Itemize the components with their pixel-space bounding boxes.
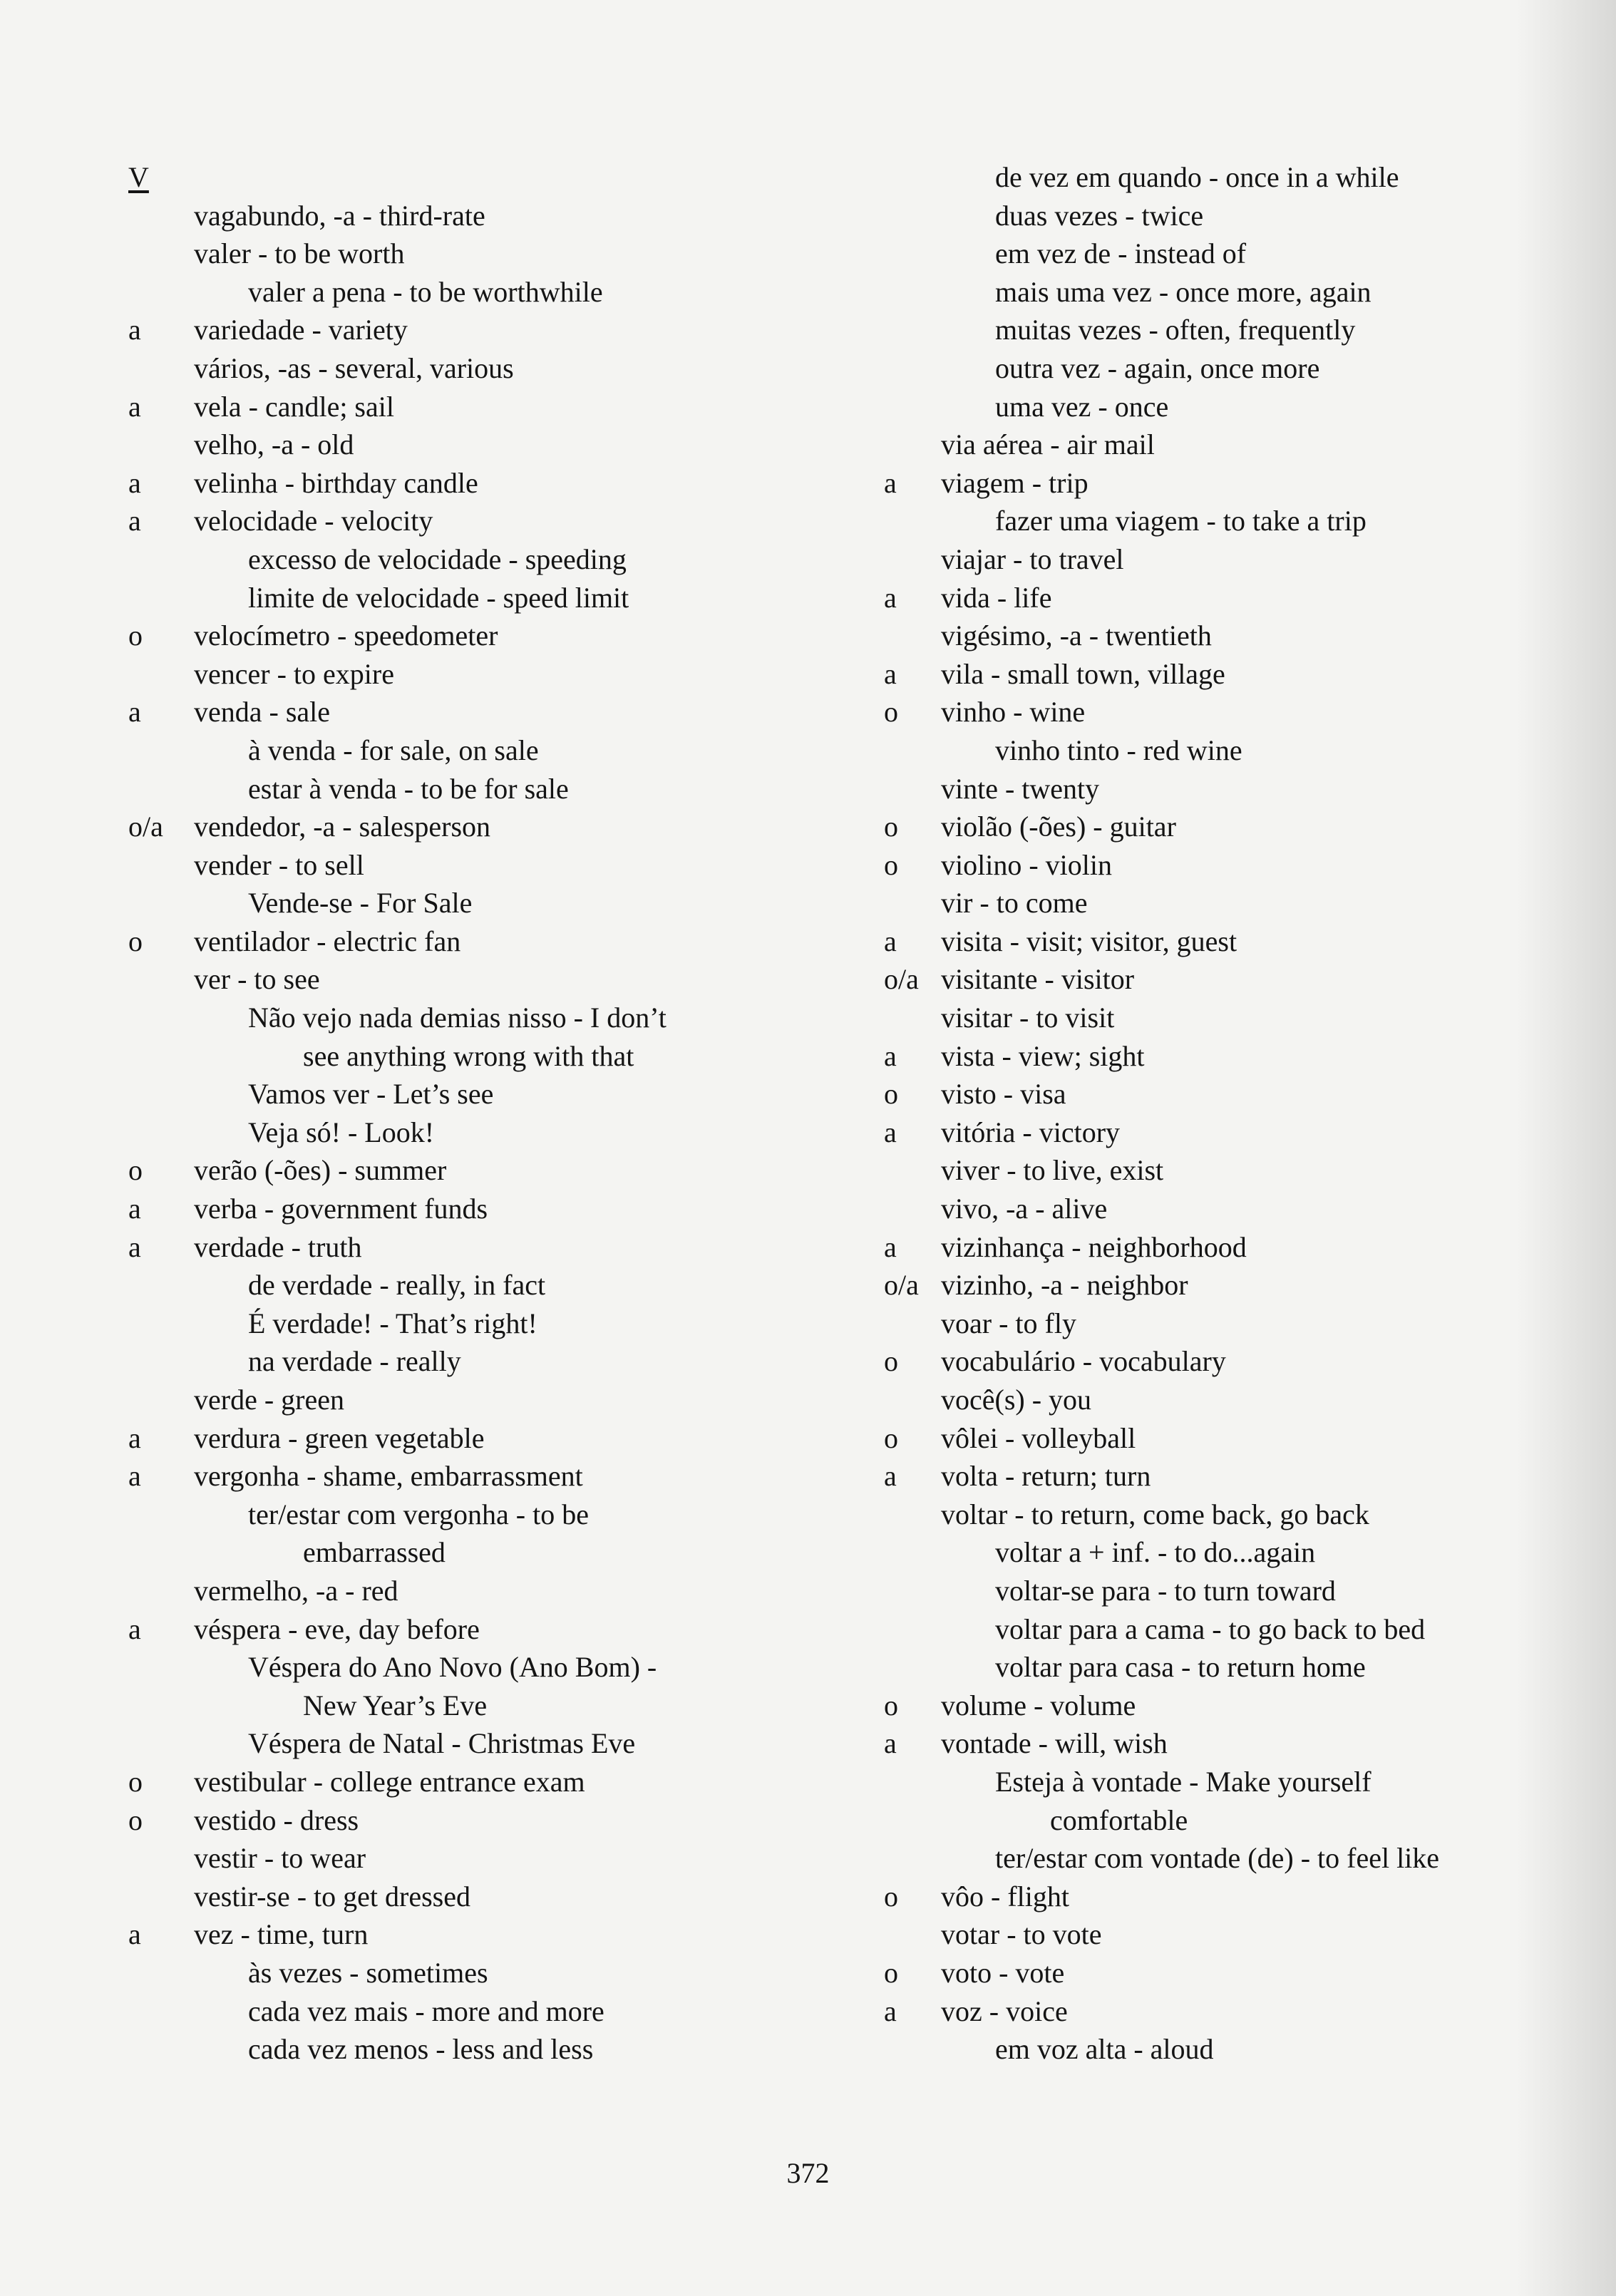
dictionary-entry	[128, 311, 841, 349]
entry-text: venda - sale	[194, 696, 331, 729]
entry-text: vôo - flight	[941, 1880, 1069, 1913]
entry-text: vermelho, -a - red	[194, 1574, 398, 1607]
dictionary-entry	[128, 770, 841, 808]
entry-text: vir - to come	[941, 887, 1088, 920]
dictionary-entry	[884, 579, 1568, 617]
dictionary-entry	[128, 1954, 841, 1992]
entry-article: a	[128, 1460, 141, 1493]
dictionary-entry	[884, 808, 1568, 846]
dictionary-entry	[128, 1381, 841, 1419]
dictionary-entry	[884, 1724, 1568, 1763]
entry-text: embarrassed	[303, 1536, 446, 1569]
entry-text: de verdade - really, in fact	[248, 1269, 546, 1302]
dictionary-entry	[128, 617, 841, 655]
dictionary-entry	[884, 1878, 1568, 1916]
entry-text: vender - to sell	[194, 848, 364, 881]
dictionary-entry	[128, 1763, 841, 1801]
entry-text: cada vez menos - less and less	[248, 2033, 594, 2066]
entry-article: a	[128, 696, 141, 729]
entry-text: vestir-se - to get dressed	[194, 1880, 470, 1913]
dictionary-entry	[128, 540, 841, 579]
entry-article: o	[884, 1078, 898, 1111]
entry-text: verão (-ões) - summer	[194, 1154, 447, 1187]
dictionary-entry	[884, 1610, 1568, 1649]
dictionary-entry	[128, 464, 841, 503]
entry-article: a	[128, 1193, 141, 1225]
entry-article: a	[128, 1612, 141, 1645]
entry-text: visitante - visitor	[941, 963, 1135, 996]
entry-text: viver - to live, exist	[941, 1154, 1164, 1187]
entry-text: Vende-se - For Sale	[248, 887, 473, 920]
dictionary-entry	[884, 1075, 1568, 1113]
dictionary-entry	[128, 808, 841, 846]
entry-article: a	[884, 1039, 897, 1072]
dictionary-entry	[128, 579, 841, 617]
entry-text: vitória - victory	[941, 1116, 1121, 1148]
entry-text: velinha - birthday candle	[194, 466, 478, 499]
entry-text: fazer uma viagem - to take a trip	[995, 505, 1367, 537]
entry-text: voltar para casa - to return home	[995, 1651, 1366, 1684]
dictionary-entry	[128, 1266, 841, 1304]
entry-text: de vez em quando - once in a while	[995, 161, 1399, 193]
dictionary-entry	[128, 1113, 841, 1152]
entry-article: o	[128, 1765, 143, 1798]
section-letter: V	[128, 161, 149, 193]
dictionary-entry	[128, 1419, 841, 1458]
dictionary-entry	[128, 1496, 841, 1534]
entry-article: a	[884, 925, 897, 957]
entry-text: violão (-ões) - guitar	[941, 810, 1176, 843]
entry-text: visitar - to visit	[941, 1002, 1115, 1034]
entry-text: vizinhança - neighborhood	[941, 1230, 1247, 1263]
page-number: 372	[786, 2157, 830, 2189]
dictionary-entry	[884, 617, 1568, 655]
entry-text: na verdade - really	[248, 1345, 461, 1378]
entry-text: valer - to be worth	[194, 237, 405, 270]
entry-text: em voz alta - aloud	[995, 2033, 1214, 2066]
dictionary-entry	[128, 1801, 841, 1840]
entry-text: à venda - for sale, on sale	[248, 733, 539, 766]
dictionary-entry	[128, 1075, 841, 1113]
entry-text: voltar - to return, come back, go back	[941, 1498, 1369, 1530]
dictionary-entry	[128, 1687, 841, 1725]
entry-article: o	[128, 1803, 143, 1836]
entry-text: cada vez mais - more and more	[248, 1994, 604, 2027]
entry-text: visto - visa	[941, 1078, 1066, 1111]
entry-text: voz - voice	[941, 1994, 1068, 2027]
dictionary-entry	[884, 1954, 1568, 1992]
entry-text: vinho - wine	[941, 696, 1086, 729]
dictionary-entry	[128, 426, 841, 464]
entry-article: o	[884, 848, 898, 881]
entry-text: velocidade - velocity	[194, 505, 433, 537]
entry-text: valer a pena - to be worthwhile	[248, 275, 603, 308]
entry-text: mais uma vez - once more, again	[995, 275, 1371, 308]
entry-text: velocímetro - speedometer	[194, 619, 498, 652]
entry-text: excesso de velocidade - speeding	[248, 542, 627, 575]
entry-text: viajar - to travel	[941, 542, 1124, 575]
entry-text: Veja só! - Look!	[248, 1116, 435, 1148]
dictionary-entry	[128, 235, 841, 273]
entry-article: o	[884, 1345, 898, 1378]
entry-text: vida - life	[941, 581, 1052, 614]
dictionary-entry	[128, 1610, 841, 1649]
dictionary-entry	[128, 655, 841, 694]
entry-article: a	[884, 1460, 897, 1493]
entry-article: o/a	[128, 810, 163, 843]
dictionary-entry	[884, 1342, 1568, 1381]
entry-article: o	[884, 810, 898, 843]
dictionary-entry	[128, 1228, 841, 1267]
dictionary-entry	[884, 1687, 1568, 1725]
entry-text: voltar-se para - to turn toward	[995, 1574, 1336, 1607]
entry-text: vários, -as - several, various	[194, 351, 514, 384]
dictionary-entry	[884, 349, 1568, 388]
dictionary-entry	[128, 731, 841, 770]
right-column	[884, 158, 1568, 2069]
entry-article: a	[884, 1727, 897, 1760]
dictionary-entry	[128, 884, 841, 922]
dictionary-entry	[128, 1342, 841, 1381]
dictionary-entry	[884, 1801, 1568, 1840]
dictionary-entry	[884, 311, 1568, 349]
dictionary-entry	[884, 426, 1568, 464]
entry-text: às vezes - sometimes	[248, 1956, 488, 1989]
dictionary-entry	[884, 1190, 1568, 1228]
section-header	[128, 158, 841, 197]
entry-article: a	[128, 314, 141, 346]
entry-text: ventilador - electric fan	[194, 925, 461, 957]
dictionary-entry	[884, 1839, 1568, 1878]
entry-text: violino - violin	[941, 848, 1112, 881]
dictionary-entry	[884, 1151, 1568, 1190]
entry-text: véspera - eve, day before	[194, 1612, 480, 1645]
entry-article: o	[128, 619, 143, 652]
entry-text: volta - return; turn	[941, 1460, 1151, 1493]
entry-text: vestido - dress	[194, 1803, 359, 1836]
dictionary-entry	[884, 1419, 1568, 1458]
dictionary-entry	[884, 922, 1568, 961]
dictionary-entry	[884, 1381, 1568, 1419]
entry-article: a	[128, 1421, 141, 1454]
entry-text: vestir - to wear	[194, 1842, 366, 1875]
entry-text: vizinho, -a - neighbor	[941, 1269, 1188, 1302]
entry-text: vocabulário - vocabulary	[941, 1345, 1226, 1378]
entry-text: muitas vezes - often, frequently	[995, 314, 1356, 346]
dictionary-entry	[884, 464, 1568, 503]
dictionary-entry	[128, 1190, 841, 1228]
dictionary-entry	[128, 1878, 841, 1916]
entry-text: ter/estar com vergonha - to be	[248, 1498, 589, 1530]
entry-article: o	[128, 1154, 143, 1187]
entry-text: voltar para a cama - to go back to bed	[995, 1612, 1426, 1645]
entry-text: vista - view; sight	[941, 1039, 1145, 1072]
entry-article: o/a	[884, 963, 919, 996]
entry-article: a	[128, 1230, 141, 1263]
entry-text: vinte - twenty	[941, 772, 1100, 805]
entry-article: a	[884, 581, 897, 614]
dictionary-entry	[884, 846, 1568, 885]
entry-article: a	[884, 1116, 897, 1148]
dictionary-entry	[128, 1533, 841, 1572]
dictionary-entry	[884, 1496, 1568, 1534]
entry-text: viagem - trip	[941, 466, 1089, 499]
entry-text: uma vez - once	[995, 390, 1169, 423]
entry-article: a	[884, 657, 897, 690]
entry-text: volume - volume	[941, 1689, 1136, 1721]
dictionary-entry	[128, 1724, 841, 1763]
dictionary-entry	[128, 349, 841, 388]
dictionary-entry	[884, 197, 1568, 235]
dictionary-entry	[884, 502, 1568, 540]
entry-article: o/a	[884, 1269, 919, 1302]
entry-text: variedade - variety	[194, 314, 408, 346]
dictionary-entry	[884, 999, 1568, 1037]
entry-text: vila - small town, village	[941, 657, 1225, 690]
entry-article: o	[884, 1956, 898, 1989]
dictionary-entry	[884, 960, 1568, 999]
dictionary-entry	[128, 1915, 841, 1954]
entry-article: o	[884, 1689, 898, 1721]
entry-text: vigésimo, -a - twentieth	[941, 619, 1212, 652]
entry-article: a	[128, 466, 141, 499]
dictionary-entry	[884, 1266, 1568, 1304]
entry-text: via aérea - air mail	[941, 428, 1155, 461]
entry-text: vergonha - shame, embarrassment	[194, 1460, 583, 1493]
entry-text: Vamos ver - Let’s see	[248, 1078, 494, 1111]
entry-text: Não vejo nada demias nisso - I don’t	[248, 1002, 667, 1034]
dictionary-entry	[128, 922, 841, 961]
dictionary-entry	[128, 1037, 841, 1076]
entry-article: a	[884, 466, 897, 499]
entry-text: Véspera de Natal - Christmas Eve	[248, 1727, 636, 1760]
dictionary-entry	[884, 1763, 1568, 1801]
entry-text: vendedor, -a - salesperson	[194, 810, 491, 843]
dictionary-entry	[128, 1151, 841, 1190]
entry-text: vencer - to expire	[194, 657, 394, 690]
entry-text: Véspera do Ano Novo (Ano Bom) -	[248, 1651, 657, 1684]
entry-article: a	[128, 505, 141, 537]
entry-article: a	[884, 1994, 897, 2027]
entry-text: vagabundo, -a - third-rate	[194, 199, 485, 232]
dictionary-entry	[884, 1992, 1568, 2031]
dictionary-entry	[884, 1037, 1568, 1076]
dictionary-entry	[128, 273, 841, 312]
entry-text: vivo, -a - alive	[941, 1193, 1108, 1225]
entry-text: voto - vote	[941, 1956, 1065, 1989]
dictionary-entry	[128, 1304, 841, 1343]
dictionary-entry	[884, 655, 1568, 694]
dictionary-entry	[884, 1457, 1568, 1496]
dictionary-entry	[884, 2030, 1568, 2069]
dictionary-entry	[884, 1304, 1568, 1343]
entry-article: a	[128, 390, 141, 423]
dictionary-entry	[128, 1992, 841, 2031]
dictionary-entry	[884, 388, 1568, 426]
dictionary-entry	[128, 502, 841, 540]
dictionary-entry	[128, 1648, 841, 1687]
left-column	[128, 158, 841, 2069]
entry-text: visita - visit; visitor, guest	[941, 925, 1237, 957]
dictionary-entry	[128, 846, 841, 885]
dictionary-entry	[884, 770, 1568, 808]
entry-article: o	[884, 1880, 898, 1913]
entry-text: vez - time, turn	[194, 1918, 369, 1951]
entry-text: vontade - will, wish	[941, 1727, 1168, 1760]
entry-text: duas vezes - twice	[995, 199, 1204, 232]
entry-text: see anything wrong with that	[303, 1039, 634, 1072]
entry-text: verde - green	[194, 1384, 344, 1416]
entry-text: em vez de - instead of	[995, 237, 1247, 270]
entry-text: votar - to vote	[941, 1918, 1102, 1951]
entry-text: ver - to see	[194, 963, 320, 996]
dictionary-entry	[884, 1228, 1568, 1267]
dictionary-entry	[128, 388, 841, 426]
entry-text: É verdade! - That’s right!	[248, 1307, 537, 1339]
entry-text: verdade - truth	[194, 1230, 362, 1263]
entry-text: vôlei - volleyball	[941, 1421, 1136, 1454]
entry-text: vestibular - college entrance exam	[194, 1765, 585, 1798]
entry-text: outra vez - again, once more	[995, 351, 1320, 384]
entry-article: a	[128, 1918, 141, 1951]
dictionary-entry	[884, 235, 1568, 273]
entry-text: verdura - green vegetable	[194, 1421, 485, 1454]
entry-text: vinho tinto - red wine	[995, 733, 1242, 766]
dictionary-entry	[884, 1113, 1568, 1152]
dictionary-entry	[128, 999, 841, 1037]
entry-article: o	[884, 696, 898, 729]
entry-article: o	[884, 1421, 898, 1454]
dictionary-entry	[884, 693, 1568, 731]
entry-article: o	[128, 925, 143, 957]
dictionary-entry	[884, 1648, 1568, 1687]
dictionary-entry	[884, 540, 1568, 579]
dictionary-entry	[884, 731, 1568, 770]
entry-text: voar - to fly	[941, 1307, 1076, 1339]
dictionary-entry	[884, 1915, 1568, 1954]
entry-text: Esteja à vontade - Make yourself	[995, 1765, 1371, 1798]
entry-text: comfortable	[1050, 1803, 1188, 1836]
entry-text: ter/estar com vontade (de) - to feel like	[995, 1842, 1440, 1875]
entry-article: a	[884, 1230, 897, 1263]
dictionary-entry	[884, 158, 1568, 197]
entry-text: velho, -a - old	[194, 428, 354, 461]
dictionary-entry	[884, 884, 1568, 922]
dictionary-entry	[128, 1457, 841, 1496]
dictionary-entry	[884, 273, 1568, 312]
dictionary-entry	[128, 197, 841, 235]
dictionary-entry	[128, 693, 841, 731]
entry-text: vela - candle; sail	[194, 390, 394, 423]
entry-text: voltar a + inf. - to do...again	[995, 1536, 1316, 1569]
dictionary-entry	[884, 1572, 1568, 1610]
dictionary-entry	[128, 960, 841, 999]
entry-text: limite de velocidade - speed limit	[248, 581, 629, 614]
dictionary-entry	[128, 1839, 841, 1878]
dictionary-entry	[884, 1533, 1568, 1572]
dictionary-entry	[128, 1572, 841, 1610]
entry-text: você(s) - you	[941, 1384, 1092, 1416]
dictionary-entry	[128, 2030, 841, 2069]
entry-text: New Year’s Eve	[303, 1689, 488, 1721]
entry-text: verba - government funds	[194, 1193, 488, 1225]
entry-text: estar à venda - to be for sale	[248, 772, 569, 805]
